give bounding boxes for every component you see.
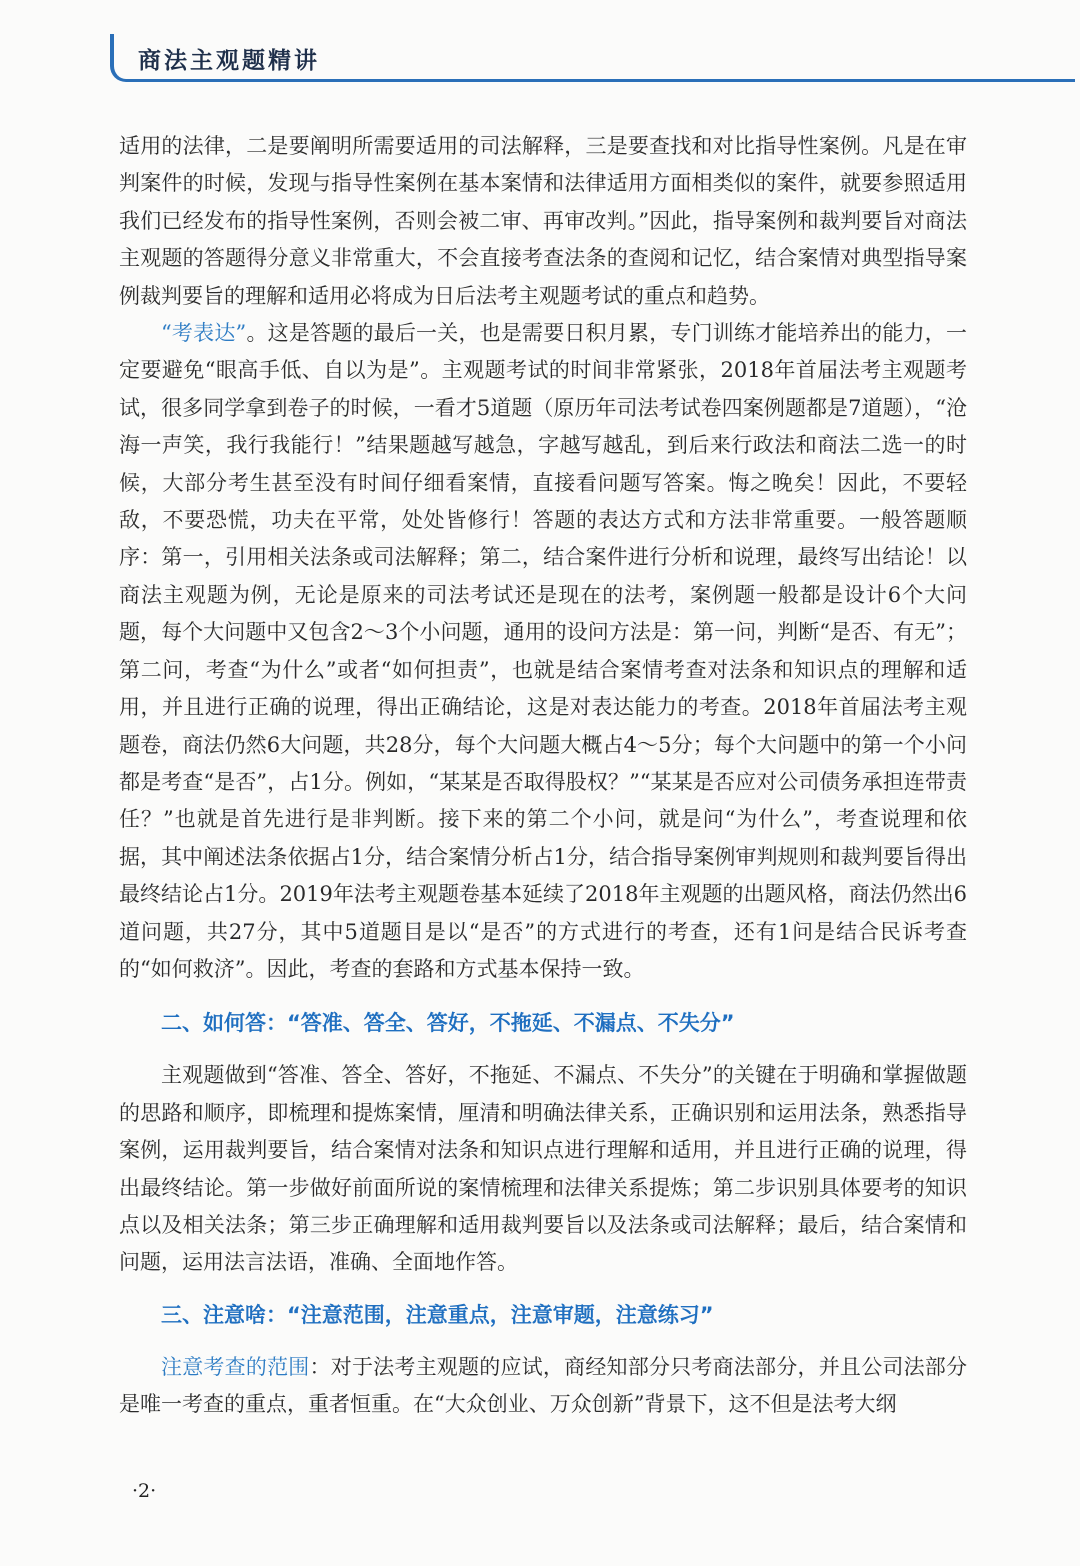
- paragraph-1: 适用的法律，二是要阐明所需要适用的司法解释，三是要查找和对比指导性案例。凡是在审判案件的时候，发现与指导性案例在基本案情和法律适用方面相类似的案件，就要参照适用我们已经发布的指导性案例，否则会被二审、再审改判。”因此，指导案例和裁判要旨对商法主观题的答题得分意义非常重大，不会直接考查法条的查阅和记忆，结合案情对典型指导案例裁判要旨的理解和适用必将成为日后法考主观题考试的重点和趋势。: [119, 134, 967, 308]
- term-scope: 注意考查的范围: [161, 1354, 310, 1379]
- paragraph-2: [119, 315, 967, 988]
- paragraph-3: 主观题做到“答准、答全、答好，不拖延、不漏点、不失分”的关键在于明确和掌握做题的思路和顺序，即梳理和提炼案情，厘清和明确法律关系，正确识别和运用法条，熟悉指导案例，运用裁判要旨，结合案情对法条和知识点进行理解和适用，并且进行正确的说理，得出最终结论。第一步做好前面所说的案情梳理和法律关系提炼；第二步识别具体要考的知识点以及相关法条；第三步正确理解和适用裁判要旨以及法条或司法解释；最后，结合案情和问题，运用法言法语，准确、全面地作答。: [119, 1063, 967, 1275]
- section-heading-2: 二、如何答：“答准、答全、答好，不拖延、不漏点、不失分”: [161, 1011, 735, 1036]
- paragraph-4-text: ：对于法考主观题的应试，商经知部分只考商法部分，并且公司法部分是唯一考查的重点，重者恒重。在“大众创业、万众创新”背景下，这不但是法考大纲: [119, 1354, 967, 1417]
- paragraph-2-text: 。这是答题的最后一关，也是需要日积月累，专门训练才能培养出的能力，一定要避免“眼高手低、自以为是”。主观题考试的时间非常紧张，2018年首届法考主观题考试，很多同学拿到卷子的时候，一看才5道题（原历年司法考试卷四案例题都是7道题），“沧海一声笑，我行我能行！”结果题越写越急，字越写越乱，到后来行政法和商法二选一的时候，大部分考生甚至没有时间仔细看案情，直接看问题写答案。悔之晚矣！因此，不要轻敌，不要恐慌，功夫在平常，处处皆修行！答题的表达方式和方法非常重要。一般答题顺序：第一，引用相关法条或司法解释；第二，结合案件进行分析和说理，最终写出结论！以商法主观题为例，无论是原来的司法考试还是现在的法考，案例题一般都是设计6个大问题，每个大问题中又包含2～3个小问题，通用的设问方法是：第一问，判断“是否、有无”；第二问，考查“为什么”或者“如何担责”，也就是结合案情考查对法条和知识点的理解和适用，并且进行正确的说理，得出正确结论，这是对表达能力的考查。2018年首届法考主观题卷，商法仍然6大问题，共28分，每个大问题大概占4～5分；每个大问题中的第一个小问都是考查“是否”，占1分。例如，“某某是否取得股权？”“某某是否应对公司债务承担连带责任？”也就是首先进行是非判断。接下来的第二个小问，就是问“为什么”，考查说理和依据，其中阐述法条依据占1分，结合案情分析占1分，结合指导案例审判规则和裁判要旨得出最终结论占1分。2019年法考主观题卷基本延续了2018年主观题的出题风格，商法仍然出6道问题，共27分，其中5道题目是以“是否”的方式进行的考查，还有1问是结合民诉考查的“如何救济”。因此，考查的套路和方式基本保持一致。: [119, 321, 967, 981]
- running-header: [110, 34, 1075, 82]
- term-kao-biaoda: “考表达”: [161, 321, 247, 346]
- section-heading-3: 三、注意啥：“注意范围，注意重点，注意审题，注意练习”: [161, 1302, 714, 1327]
- page-number: ·2·: [132, 1480, 157, 1502]
- book-title: 商法主观题精讲: [138, 48, 320, 74]
- page-body: [119, 128, 967, 1424]
- paragraph-4: [119, 1349, 967, 1424]
